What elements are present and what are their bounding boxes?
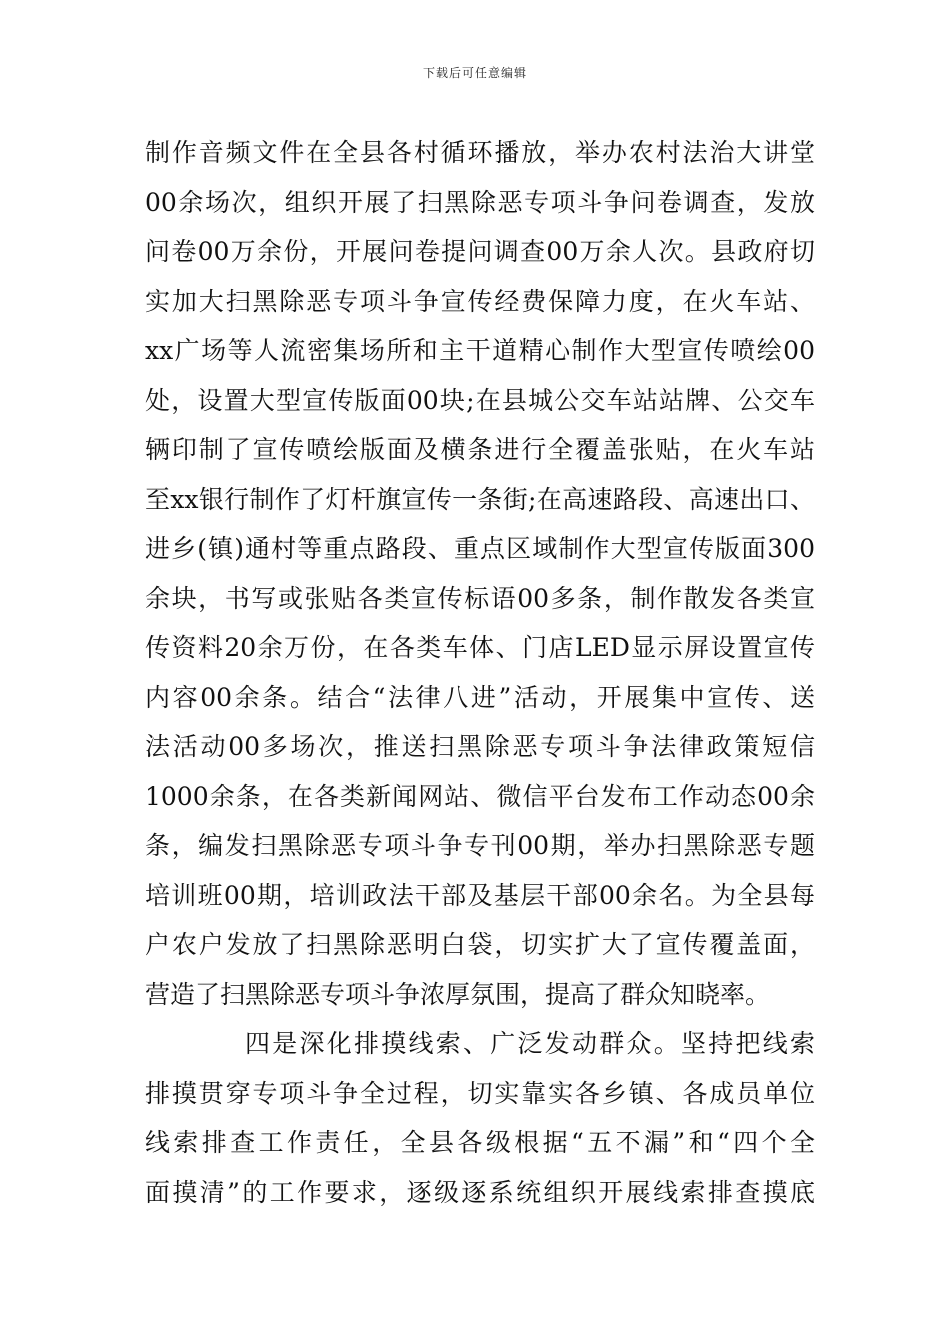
- text-line: 面摸清”的工作要求，逐级逐系统组织开展线索排查摸底: [145, 1177, 815, 1207]
- text-line: 00余场次，组织开展了扫黑除恶专项斗争问卷调查，发放: [145, 187, 815, 217]
- text-line: 内容00余条。结合“法律八进”活动，开展集中宣传、送: [145, 682, 815, 712]
- text-line: 制作音频文件在全县各村循环播放，举办农村法治大讲堂: [145, 138, 815, 167]
- text-line: 传资料20余万份，在各类车体、门店LED显示屏设置宣传: [145, 633, 815, 662]
- body-text: [145, 128, 815, 1217]
- text-line: 法活动00多场次，推送扫黑除恶专项斗争法律政策短信: [145, 732, 815, 761]
- text-line: 处，设置大型宣传版面00块;在县城公交车站站牌、公交车: [145, 385, 815, 415]
- text-line: 1000余条，在各类新闻网站、微信平台发布工作动态00余: [145, 781, 815, 811]
- text-line: 余块，书写或张贴各类宣传标语00多条，制作散发各类宣: [145, 583, 815, 613]
- paragraph-end-line: 营造了扫黑除恶专项斗争浓厚氛围，提高了群众知晓率。: [145, 979, 771, 1009]
- text-line: 线索排查工作责任，全县各级根据“五不漏”和“四个全: [145, 1128, 815, 1157]
- text-line: 户农户发放了扫黑除恶明白袋，切实扩大了宣传覆盖面，: [145, 930, 815, 959]
- paragraph-start-line: 四是深化排摸线索、广泛发动群众。坚持把线索: [245, 1029, 815, 1058]
- text-line: 问卷00万余份，开展问卷提问调查00万余人次。县政府切: [145, 237, 815, 266]
- text-line: 排摸贯穿专项斗争全过程，切实靠实各乡镇、各成员单位: [145, 1078, 815, 1108]
- text-line: 进乡(镇)通村等重点路段、重点区域制作大型宣传版面300: [145, 534, 815, 563]
- text-line: 条，编发扫黑除恶专项斗争专刊00期，举办扫黑除恶专题: [145, 831, 815, 860]
- text-line: 实加大扫黑除恶专项斗争宣传经费保障力度，在火车站、: [145, 286, 815, 316]
- text-line: 辆印制了宣传喷绘版面及横条进行全覆盖张贴，在火车站: [145, 435, 815, 464]
- text-line: xx广场等人流密集场所和主干道精心制作大型宣传喷绘00: [145, 336, 815, 365]
- text-line: 至xx银行制作了灯杆旗宣传一条街;在高速路段、高速出口、: [145, 484, 815, 514]
- page-header: 下载后可任意编辑: [422, 66, 527, 80]
- text-line: 培训班00期，培训政法干部及基层干部00余名。为全县每: [145, 880, 815, 910]
